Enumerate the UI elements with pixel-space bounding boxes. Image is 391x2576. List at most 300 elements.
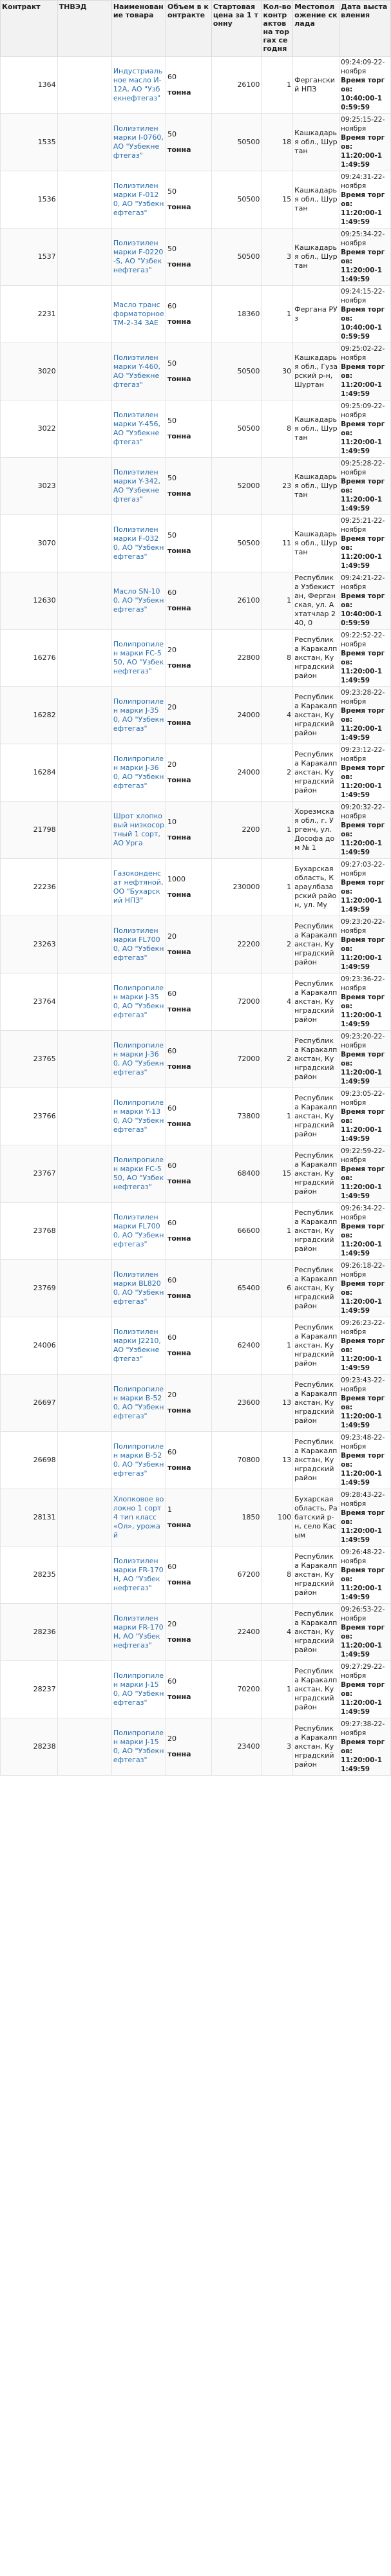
- header-tnved[interactable]: ТНВЭД: [57, 1, 111, 57]
- product-name-link[interactable]: Полипропилен марки B-520, АО "Узбекнефтегаз": [111, 1375, 166, 1432]
- tnved-cell: [57, 400, 111, 458]
- contract-cell[interactable]: 28236: [1, 1604, 58, 1661]
- unit-label: тонна: [167, 203, 191, 211]
- location-cell: Республика Каракалпакстан, Кунградский район: [293, 687, 339, 744]
- table-row[interactable]: [1, 1661, 391, 1718]
- listing-date: 09:26:34-22-ноября: [341, 1205, 385, 1221]
- trade-time-label: Время торгов:: [341, 249, 385, 265]
- date-cell: [339, 57, 391, 114]
- product-name-link[interactable]: Полипропилен марки J-360, АО "Узбекнефтегаз": [111, 1031, 166, 1088]
- product-name-link[interactable]: Полипропилен марки J-150, АО "Узбекнефтегаз": [111, 1718, 166, 1776]
- product-name-link[interactable]: Полиэтилен марки Y-456, АО "Узбекнефтегаз": [111, 400, 166, 458]
- product-name-link[interactable]: Полипропилен марки B-520, АО "Узбекнефтегаз": [111, 1432, 166, 1489]
- trade-time-label: Время торгов:: [341, 1395, 385, 1411]
- listing-date: 09:25:15-22-ноября: [341, 116, 385, 133]
- unit-label: тонна: [167, 890, 191, 899]
- unit-label: тонна: [167, 1120, 191, 1128]
- contract-cell[interactable]: 16284: [1, 744, 58, 802]
- contract-cell[interactable]: 1535: [1, 114, 58, 171]
- product-name-link[interactable]: Полиэтилен марки J2210, АО "Узбекнефтегаз": [111, 1317, 166, 1375]
- table-row[interactable]: [1, 1317, 391, 1375]
- unit-label: тонна: [167, 1463, 191, 1472]
- price-cell: 26100: [211, 57, 262, 114]
- table-row[interactable]: [1, 114, 391, 171]
- table-row[interactable]: [1, 1718, 391, 1776]
- count-cell: 4: [262, 973, 293, 1031]
- count-cell: 1: [262, 1088, 293, 1145]
- unit-label: тонна: [167, 1292, 191, 1300]
- contract-cell[interactable]: 23769: [1, 1260, 58, 1317]
- unit-label: тонна: [167, 604, 191, 612]
- count-cell: 8: [262, 630, 293, 687]
- table-row[interactable]: [1, 171, 391, 229]
- table-row[interactable]: [1, 1031, 391, 1088]
- product-name-link[interactable]: Полипропилен марки FC-550, АО "Узбекнефтегаз": [111, 1145, 166, 1203]
- count-cell: 13: [262, 1432, 293, 1489]
- table-row[interactable]: [1, 1088, 391, 1145]
- contract-cell[interactable]: 1537: [1, 229, 58, 286]
- date-cell: [339, 572, 391, 630]
- header-contract[interactable]: Контракт: [1, 1, 58, 57]
- tnved-cell: [57, 515, 111, 572]
- table-row[interactable]: [1, 343, 391, 400]
- contract-cell[interactable]: 26697: [1, 1375, 58, 1432]
- date-cell: [339, 687, 391, 744]
- trade-time-label: Время торгов:: [341, 134, 385, 151]
- trade-time-label: Время торгов:: [341, 650, 385, 666]
- trade-time-range: 11:20:00-11:49:59: [341, 897, 383, 914]
- unit-label: тонна: [167, 776, 191, 784]
- volume-cell: [166, 515, 212, 572]
- volume-cell: [166, 114, 212, 171]
- price-cell: 73800: [211, 1088, 262, 1145]
- volume-cell: [166, 744, 212, 802]
- table-row[interactable]: [1, 572, 391, 630]
- price-cell: 52000: [211, 458, 262, 515]
- product-name-link[interactable]: Полипропилен марки J-150, АО "Узбекнефтегаз": [111, 1661, 166, 1718]
- trade-time-label: Время торгов:: [341, 1337, 385, 1354]
- product-name-link[interactable]: Полиэтилен марки BL8200, АО "Узбекнефтегаз": [111, 1260, 166, 1317]
- contract-cell[interactable]: 23263: [1, 916, 58, 973]
- price-cell: 65400: [211, 1260, 262, 1317]
- tnved-cell: [57, 630, 111, 687]
- location-cell: Республика Каракалпакстан, Кунградский район: [293, 1260, 339, 1317]
- unit-label: тонна: [167, 1234, 191, 1243]
- contract-cell[interactable]: 24006: [1, 1317, 58, 1375]
- location-cell: Кашкадарья обл., Шуртан: [293, 458, 339, 515]
- location-cell: Кашкадарья обл., Шуртан: [293, 229, 339, 286]
- location-cell: Кашкадарья обл., Гузарский р-н, Шуртан: [293, 343, 339, 400]
- trade-time-label: Время торгов:: [341, 191, 385, 208]
- volume-cell: [166, 1432, 212, 1489]
- listing-date: 09:26:53-22-ноября: [341, 1606, 385, 1622]
- contract-cell[interactable]: 26698: [1, 1432, 58, 1489]
- volume-value: 20: [167, 760, 176, 769]
- price-cell: 22200: [211, 916, 262, 973]
- count-cell: 100: [262, 1489, 293, 1547]
- count-cell: 15: [262, 171, 293, 229]
- volume-value: 60: [167, 1104, 176, 1113]
- table-row[interactable]: [1, 916, 391, 973]
- table-row[interactable]: [1, 229, 391, 286]
- product-name-link[interactable]: Газоконденсат нефтяной, ОО "Бухарский НПЗ": [111, 859, 166, 916]
- listing-date: 09:24:09-22-ноября: [341, 59, 385, 75]
- price-cell: 70200: [211, 1661, 262, 1718]
- price-cell: 26100: [211, 572, 262, 630]
- price-cell: 70800: [211, 1432, 262, 1489]
- contract-cell[interactable]: 3070: [1, 515, 58, 572]
- location-cell: Республика Каракалпакстан, Кунградский район: [293, 630, 339, 687]
- trade-time-range: 11:20:00-11:49:59: [341, 840, 383, 856]
- contract-cell[interactable]: 22236: [1, 859, 58, 916]
- product-name-link[interactable]: Масло трансформаторное ТМ-2-34 ЗАЕ: [111, 286, 166, 343]
- count-cell: 4: [262, 1604, 293, 1661]
- volume-cell: [166, 1661, 212, 1718]
- unit-label: тонна: [167, 948, 191, 956]
- price-cell: 50500: [211, 114, 262, 171]
- date-cell: [339, 400, 391, 458]
- price-cell: 72000: [211, 1031, 262, 1088]
- listing-date: 09:23:28-22-ноября: [341, 689, 385, 706]
- contract-cell[interactable]: 12630: [1, 572, 58, 630]
- count-cell: 13: [262, 1375, 293, 1432]
- trade-time-range: 10:40:00-10:59:59: [341, 95, 383, 111]
- trade-time-label: Время торгов:: [341, 993, 385, 1010]
- product-name-link[interactable]: Полиэтилен марки FR-170H, АО "Узбекнефтегаз": [111, 1604, 166, 1661]
- tnved-cell: [57, 1145, 111, 1203]
- contract-cell[interactable]: 28237: [1, 1661, 58, 1718]
- trade-time-label: Время торгов:: [341, 1452, 385, 1469]
- volume-cell: [166, 57, 212, 114]
- trade-time-label: Время торгов:: [341, 1165, 385, 1182]
- date-cell: [339, 114, 391, 171]
- table-row[interactable]: [1, 859, 391, 916]
- product-name-link[interactable]: Полиэтилен марки FR-170H, АО "Узбекнефтегаз": [111, 1547, 166, 1604]
- location-cell: Республика Каракалпакстан, Кунградский район: [293, 1604, 339, 1661]
- unit-label: тонна: [167, 547, 191, 555]
- volume-value: 20: [167, 1620, 176, 1628]
- count-cell: 3: [262, 229, 293, 286]
- product-name-link[interactable]: Полипропилен марки J-360, АО "Узбекнефтегаз": [111, 744, 166, 802]
- price-cell: 50500: [211, 515, 262, 572]
- date-cell: [339, 1088, 391, 1145]
- trade-time-range: 11:20:00-11:49:59: [341, 1011, 383, 1028]
- trade-time-label: Время торгов:: [341, 879, 385, 896]
- listing-date: 09:27:29-22-ноября: [341, 1663, 385, 1680]
- count-cell: 1: [262, 859, 293, 916]
- table-row[interactable]: [1, 57, 391, 114]
- listing-date: 09:24:31-22-ноября: [341, 173, 385, 190]
- price-cell: 62400: [211, 1317, 262, 1375]
- volume-value: 50: [167, 474, 176, 482]
- table-row[interactable]: [1, 1375, 391, 1432]
- contract-cell[interactable]: 28238: [1, 1718, 58, 1776]
- tnved-cell: [57, 1547, 111, 1604]
- trade-time-range: 11:20:00-11:49:59: [341, 1470, 383, 1487]
- trade-time-label: Время торгов:: [341, 1051, 385, 1067]
- product-name-link[interactable]: Полиэтилен марки Y-342, АО "Узбекнефтегаз": [111, 458, 166, 515]
- table-header: [1, 1, 391, 57]
- volume-cell: [166, 1489, 212, 1547]
- table-row[interactable]: [1, 687, 391, 744]
- price-cell: 1850: [211, 1489, 262, 1547]
- table-row[interactable]: [1, 1547, 391, 1604]
- tnved-cell: [57, 1489, 111, 1547]
- table-body: [1, 57, 391, 1776]
- price-cell: 50500: [211, 171, 262, 229]
- product-name-link[interactable]: Полипропилен марки J-350, АО "Узбекнефтегаз": [111, 687, 166, 744]
- volume-value: 60: [167, 1677, 176, 1686]
- date-cell: [339, 630, 391, 687]
- count-cell: 1: [262, 802, 293, 859]
- volume-value: 60: [167, 302, 176, 310]
- contract-cell[interactable]: 23768: [1, 1203, 58, 1260]
- contract-cell[interactable]: 28235: [1, 1547, 58, 1604]
- volume-value: 60: [167, 1219, 176, 1227]
- trade-time-range: 11:20:00-11:49:59: [341, 1584, 383, 1601]
- header-count[interactable]: Кол-во контрактов на торгах сегодня: [262, 1, 293, 57]
- volume-cell: [166, 1203, 212, 1260]
- tnved-cell: [57, 286, 111, 343]
- trade-time-range: 11:20:00-11:49:59: [341, 1355, 383, 1372]
- count-cell: 8: [262, 1547, 293, 1604]
- tnved-cell: [57, 343, 111, 400]
- price-cell: 23400: [211, 1718, 262, 1776]
- table-row[interactable]: [1, 286, 391, 343]
- count-cell: 2: [262, 744, 293, 802]
- trade-time-label: Время торгов:: [341, 420, 385, 437]
- volume-value: 20: [167, 646, 176, 654]
- tnved-cell: [57, 859, 111, 916]
- price-cell: 2200: [211, 802, 262, 859]
- trade-time-range: 11:20:00-11:49:59: [341, 381, 383, 398]
- volume-value: 50: [167, 359, 176, 368]
- contract-cell[interactable]: 16282: [1, 687, 58, 744]
- listing-date: 09:25:02-22-ноября: [341, 345, 385, 362]
- location-cell: Кашкадарья обл., Шуртан: [293, 114, 339, 171]
- contract-cell[interactable]: 16276: [1, 630, 58, 687]
- trade-time-range: 11:20:00-11:49:59: [341, 1298, 383, 1315]
- volume-cell: [166, 1604, 212, 1661]
- volume-cell: [166, 1718, 212, 1776]
- volume-value: 60: [167, 1563, 176, 1571]
- price-cell: 67200: [211, 1547, 262, 1604]
- date-cell: [339, 343, 391, 400]
- trade-time-range: 11:20:00-11:49:59: [341, 1699, 383, 1716]
- unit-label: тонна: [167, 1406, 191, 1415]
- trade-time-range: 11:20:00-11:49:59: [341, 1126, 383, 1143]
- table-row[interactable]: [1, 458, 391, 515]
- table-row[interactable]: [1, 744, 391, 802]
- listing-date: 09:26:18-22-ноября: [341, 1262, 385, 1279]
- product-name-link[interactable]: Хлопковое волокно 1 сорт 4 тип класс «Ол», урожай: [111, 1489, 166, 1547]
- contract-cell[interactable]: 1536: [1, 171, 58, 229]
- trade-time-range: 11:20:00-11:49:59: [341, 725, 383, 742]
- tnved-cell: [57, 1661, 111, 1718]
- product-name-link[interactable]: Полиэтилен марки Y-460, АО "Узбекнефтегаз": [111, 343, 166, 400]
- contract-cell[interactable]: 3022: [1, 400, 58, 458]
- product-name-link[interactable]: Полиэтилен марки I-0760, АО "Узбекнефтегаз": [111, 114, 166, 171]
- volume-value: 20: [167, 1735, 176, 1743]
- unit-label: тонна: [167, 146, 191, 154]
- contract-cell[interactable]: 23765: [1, 1031, 58, 1088]
- listing-date: 09:23:36-22-ноября: [341, 975, 385, 992]
- contract-cell[interactable]: 28131: [1, 1489, 58, 1547]
- product-name-link[interactable]: Полиэтилен марки F-0220-S, АО "Узбекнефтегаз": [111, 229, 166, 286]
- tnved-cell: [57, 1203, 111, 1260]
- trade-time-label: Время торгов:: [341, 363, 385, 380]
- unit-label: тонна: [167, 1062, 191, 1071]
- contract-cell[interactable]: 2231: [1, 286, 58, 343]
- product-name-link[interactable]: Полиэтилен марки FL7000, АО "Узбекнефтегаз": [111, 916, 166, 973]
- product-name-link[interactable]: Полиэтилен марки FL7000, АО "Узбекнефтегаз": [111, 1203, 166, 1260]
- contract-cell[interactable]: 23767: [1, 1145, 58, 1203]
- contract-cell[interactable]: 23766: [1, 1088, 58, 1145]
- table-row[interactable]: [1, 802, 391, 859]
- trade-time-label: Время торгов:: [341, 1738, 385, 1755]
- tnved-cell: [57, 229, 111, 286]
- count-cell: 1: [262, 1317, 293, 1375]
- trade-time-label: Время торгов:: [341, 535, 385, 552]
- location-cell: Кашкадарья обл., Шуртан: [293, 171, 339, 229]
- trade-time-range: 11:20:00-11:49:59: [341, 267, 383, 283]
- product-name-link[interactable]: Масло SN-100, АО "Узбекнефтегаз": [111, 572, 166, 630]
- trade-time-range: 11:20:00-11:49:59: [341, 152, 383, 169]
- unit-label: тонна: [167, 1521, 191, 1529]
- listing-date: 09:23:20-22-ноября: [341, 918, 385, 935]
- volume-value: 60: [167, 1276, 176, 1284]
- location-cell: Республика Каракалпакстан, Кунградский район: [293, 744, 339, 802]
- table-row[interactable]: [1, 630, 391, 687]
- table-row[interactable]: [1, 1203, 391, 1260]
- header-volume[interactable]: Объем в контракте: [166, 1, 212, 57]
- price-cell: 23600: [211, 1375, 262, 1432]
- header-date[interactable]: Дата выставления: [339, 1, 391, 57]
- trade-time-label: Время торгов:: [341, 1223, 385, 1239]
- table-row[interactable]: [1, 400, 391, 458]
- price-cell: 66600: [211, 1203, 262, 1260]
- trade-time-label: Время торгов:: [341, 306, 385, 323]
- table-row[interactable]: [1, 1604, 391, 1661]
- table-row[interactable]: [1, 1260, 391, 1317]
- header-price[interactable]: Стартовая цена за 1 тонну: [211, 1, 262, 57]
- date-cell: [339, 1375, 391, 1432]
- table-row[interactable]: [1, 1432, 391, 1489]
- date-cell: [339, 1260, 391, 1317]
- tnved-cell: [57, 171, 111, 229]
- product-name-link[interactable]: Полипропилен марки Y-130, АО "Узбекнефтегаз": [111, 1088, 166, 1145]
- date-cell: [339, 515, 391, 572]
- listing-date: 09:24:15-22-ноября: [341, 288, 385, 305]
- date-cell: [339, 1203, 391, 1260]
- volume-cell: [166, 973, 212, 1031]
- volume-value: 1: [167, 1505, 172, 1514]
- header-name[interactable]: Наименование товара: [111, 1, 166, 57]
- volume-cell: [166, 1031, 212, 1088]
- header-location[interactable]: Местоположение склада: [293, 1, 339, 57]
- table-row[interactable]: [1, 515, 391, 572]
- tnved-cell: [57, 458, 111, 515]
- tnved-cell: [57, 1031, 111, 1088]
- price-cell: 24000: [211, 744, 262, 802]
- trade-time-range: 11:20:00-11:49:59: [341, 553, 383, 570]
- listing-date: 09:25:09-22-ноября: [341, 402, 385, 419]
- count-cell: 15: [262, 1145, 293, 1203]
- volume-value: 60: [167, 1047, 176, 1055]
- date-cell: [339, 744, 391, 802]
- date-cell: [339, 1604, 391, 1661]
- volume-cell: [166, 687, 212, 744]
- table-row[interactable]: [1, 1145, 391, 1203]
- tnved-cell: [57, 973, 111, 1031]
- price-cell: 22800: [211, 630, 262, 687]
- unit-label: тонна: [167, 260, 191, 268]
- product-name-link[interactable]: Шрот хлопковый низкосортный 1 сорт, АО Урга: [111, 802, 166, 859]
- trade-time-label: Время торгов:: [341, 1681, 385, 1698]
- location-cell: Ферганский НПЗ: [293, 57, 339, 114]
- product-name-link[interactable]: Полиэтилен марки F-0120, АО "Узбекнефтегаз": [111, 171, 166, 229]
- listing-date: 09:25:34-22-ноября: [341, 230, 385, 247]
- trade-time-label: Время торгов:: [341, 1509, 385, 1526]
- count-cell: 1: [262, 57, 293, 114]
- contract-cell[interactable]: 1364: [1, 57, 58, 114]
- trade-time-label: Время торгов:: [341, 822, 385, 838]
- contract-cell[interactable]: 3023: [1, 458, 58, 515]
- listing-date: 09:25:28-22-ноября: [341, 460, 385, 476]
- product-name-link[interactable]: Полипропилен марки FC-550, АО "Узбекнефтегаз": [111, 630, 166, 687]
- date-cell: [339, 1718, 391, 1776]
- tnved-cell: [57, 1718, 111, 1776]
- trade-time-label: Время торгов:: [341, 1108, 385, 1125]
- trade-time-range: 11:20:00-11:49:59: [341, 1183, 383, 1200]
- price-cell: 22400: [211, 1604, 262, 1661]
- tnved-cell: [57, 114, 111, 171]
- trade-time-range: 11:20:00-11:49:59: [341, 1527, 383, 1544]
- contract-cell[interactable]: 21798: [1, 802, 58, 859]
- date-cell: [339, 286, 391, 343]
- volume-cell: [166, 630, 212, 687]
- listing-date: 09:28:43-22-ноября: [341, 1491, 385, 1508]
- trade-time-range: 11:20:00-11:49:59: [341, 1069, 383, 1086]
- location-cell: Республика Узбекистан, Ферганская, ул. Ахтатчлар 240, 0: [293, 572, 339, 630]
- price-cell: 230000: [211, 859, 262, 916]
- table-row[interactable]: [1, 1489, 391, 1547]
- count-cell: 1: [262, 1661, 293, 1718]
- product-name-link[interactable]: Полипропилен марки J-350, АО "Узбекнефтегаз": [111, 973, 166, 1031]
- unit-label: тонна: [167, 375, 191, 383]
- product-name-link[interactable]: Полиэтилен марки F-0320, АО "Узбекнефтегаз": [111, 515, 166, 572]
- date-cell: [339, 171, 391, 229]
- volume-value: 50: [167, 245, 176, 253]
- date-cell: [339, 1489, 391, 1547]
- contract-cell[interactable]: 23764: [1, 973, 58, 1031]
- unit-label: тонна: [167, 1349, 191, 1357]
- location-cell: Бухарская область, Рабатский р-н, село Касым: [293, 1489, 339, 1547]
- trade-time-range: 11:20:00-11:49:59: [341, 1756, 383, 1773]
- volume-cell: [166, 916, 212, 973]
- volume-value: 50: [167, 417, 176, 425]
- trade-time-range: 11:20:00-11:49:59: [341, 496, 383, 512]
- trade-time-label: Время торгов:: [341, 936, 385, 953]
- table-row[interactable]: [1, 973, 391, 1031]
- contract-cell[interactable]: 3020: [1, 343, 58, 400]
- unit-label: тонна: [167, 489, 191, 498]
- date-cell: [339, 1317, 391, 1375]
- product-name-link[interactable]: Индустриальное масло И-12А, АО "Узбекнефтегаз": [111, 57, 166, 114]
- volume-cell: [166, 343, 212, 400]
- location-cell: Республика Каракалпакстан, Кунградский район: [293, 1718, 339, 1776]
- date-cell: [339, 802, 391, 859]
